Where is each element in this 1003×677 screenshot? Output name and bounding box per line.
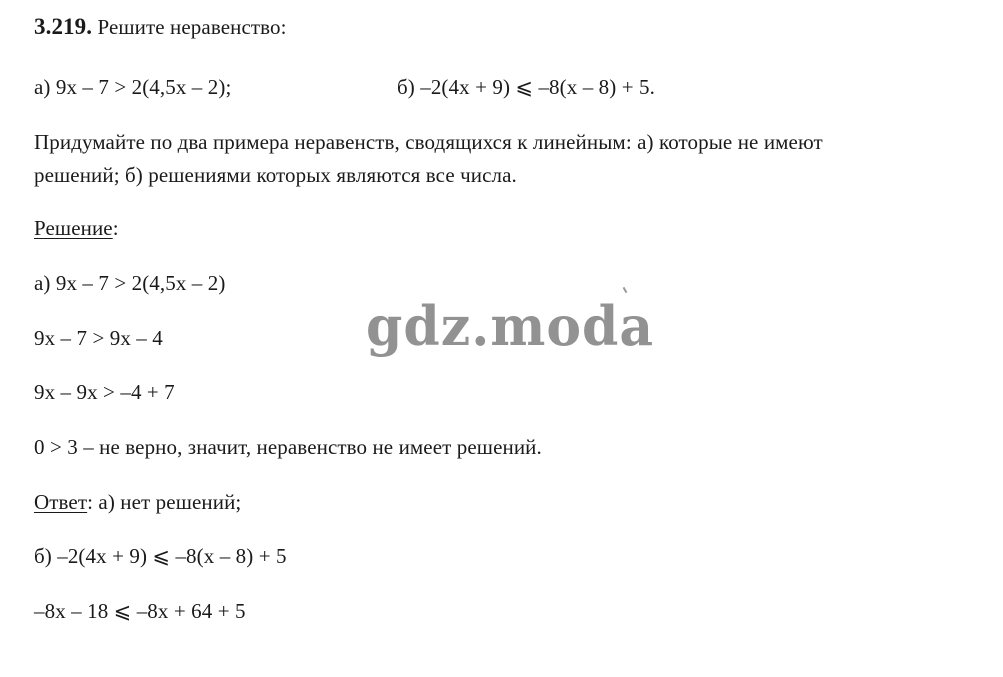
solution-step-a3: 9x – 9x > –4 + 7 (34, 380, 175, 404)
answer-label: Ответ (34, 490, 88, 514)
scan-speck (623, 287, 628, 293)
solution-step-a2: 9x – 7 > 9x – 4 (34, 326, 163, 350)
task-instruction: Решите неравенство: (97, 15, 287, 39)
solution-step-a1: а) 9x – 7 > 2(4,5x – 2) (34, 271, 226, 295)
problem-number: 3.219. (34, 14, 93, 39)
solution-step-b2: –8x – 18 ⩽ –8x + 64 + 5 (34, 599, 246, 623)
task-extra-line-2: решений; б) решениями которых являются все числа. (34, 163, 517, 187)
answer-text: : а) нет решений; (87, 490, 242, 514)
watermark-logo: gdz.moda (366, 294, 655, 359)
task-part-a: а) 9x – 7 > 2(4,5x – 2); (34, 75, 232, 99)
solution-step-b1: б) –2(4x + 9) ⩽ –8(x – 8) + 5 (34, 544, 287, 568)
solution-step-a4: 0 > 3 – не верно, значит, неравенство не имеет решений. (34, 435, 542, 459)
solution-heading (34, 215, 119, 241)
task-header (34, 14, 287, 40)
answer-line (34, 489, 241, 515)
solution-heading-colon: : (112, 216, 119, 240)
solution-heading-label: Решение (34, 216, 113, 240)
task-part-b: б) –2(4x + 9) ⩽ –8(x – 8) + 5. (397, 75, 655, 99)
task-extra-line-1: Придумайте по два примера неравенств, сводящихся к линейным: а) которые не имеют (34, 130, 823, 154)
